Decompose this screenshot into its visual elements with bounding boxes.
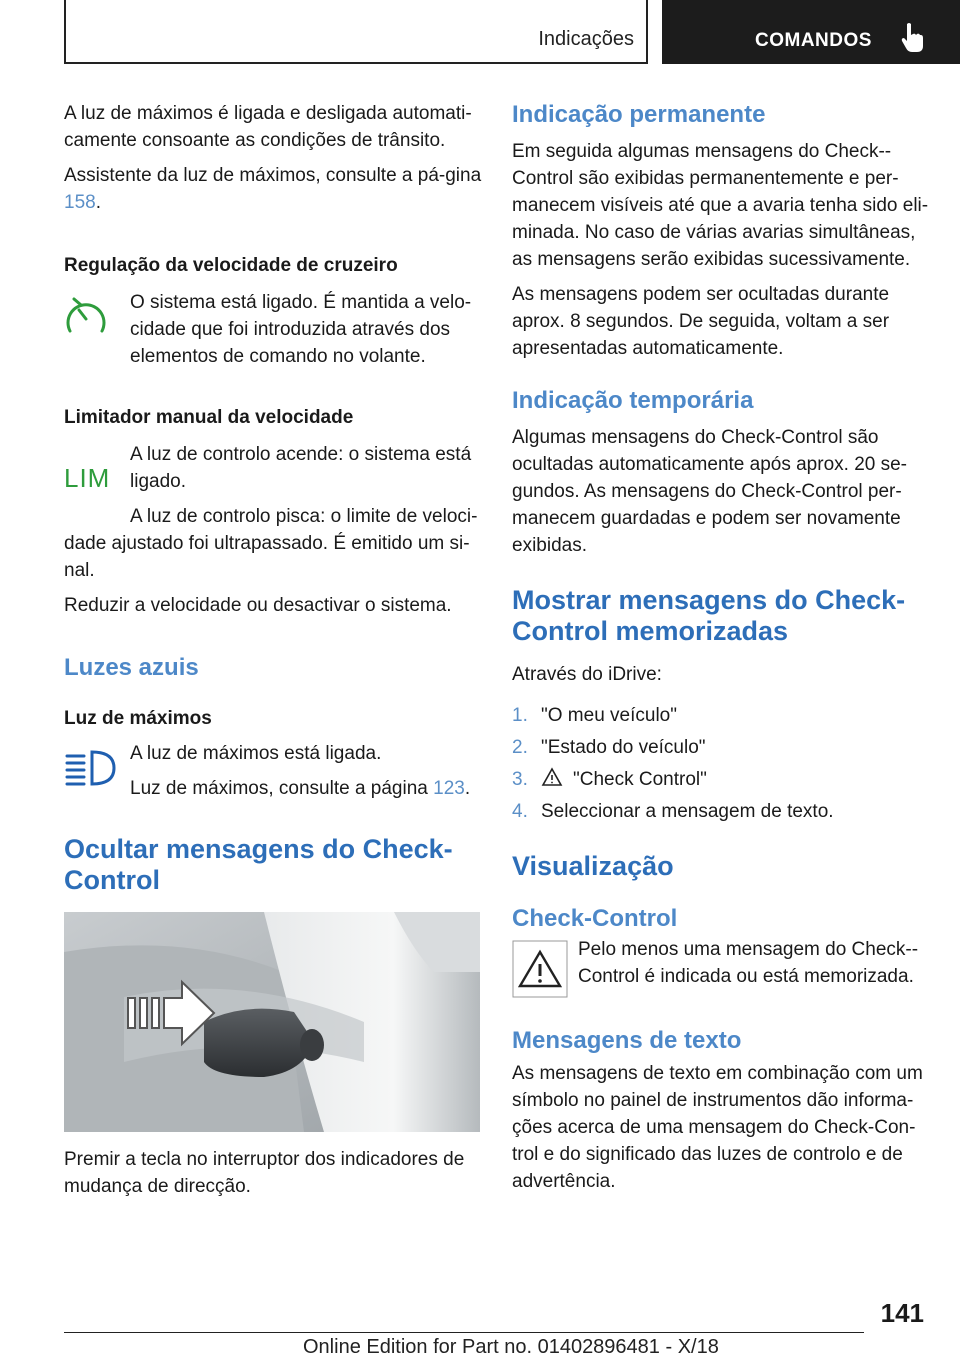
cruise-control-icon [64,295,108,339]
list-item: 2. "Estado do veículo" [512,737,706,758]
header-section-title: Indicações [538,28,634,50]
section-heading: Indicação temporária [512,387,754,414]
high-beam-icon [64,748,118,788]
section-heading: Check-Control [512,905,678,932]
paragraph: Assistente da luz de máximos, consulte a pá-gina 158. [64,165,482,213]
paragraph: As mensagens podem ser ocultadas durante aprox. 8 segundos. De seguida, voltam a ser apresentadas automaticamente. [512,284,890,359]
paragraph: A luz de controlo acende: o sistema está ligado. [130,444,472,492]
high-beam-row [64,740,482,802]
right-column [512,100,930,1195]
paragraph: Luz de máximos, consulte a página 123. [130,778,471,799]
edition-footer: Online Edition for Part no. 01402896481 - X/18 [303,1336,719,1358]
paragraph: A luz de máximos está ligada. [130,743,382,764]
paragraph: O sistema está ligado. É mantida a velo-cidade que foi introduzida através dos elementos de comando no volante. [130,292,472,367]
left-column [64,100,482,1200]
paragraph: Em seguida algumas mensagens do Check--Control são exibidas permanentemente e per-manecem visíveis até que a avaria tenha sido eli-minada. No caso de várias avarias simultâneas, as mensagens serão exibidas sucessivamente. [512,141,929,270]
section-heading: Visualização [512,851,674,881]
check-control-row [512,936,930,990]
page-link[interactable]: 123 [433,778,465,799]
section-heading: Luzes azuis [64,654,199,681]
section-heading: Luz de máximos [64,708,212,729]
speed-limiter-row [64,441,482,495]
header-tab [662,0,960,64]
warning-triangle-icon [512,940,568,998]
warning-triangle-icon [541,767,563,787]
paragraph: Através do iDrive: [512,664,662,685]
hand-pointer-icon [898,22,926,54]
paragraph: A luz de máximos é ligada e desligada automati-camente consoante as condições de trânsito. [64,103,472,151]
paragraph: As mensagens de texto em combinação com um símbolo no painel de instrumentos dão informa-ções acerca de uma mensagem do Check-Con-trol e do significado das luzes de controlo e de advertência. [512,1063,923,1192]
footer-divider [64,1332,864,1333]
section-heading: Mensagens de texto [512,1027,742,1054]
list-item: 4. Seleccionar a mensagem de texto. [512,801,834,822]
section-heading: Indicação permanente [512,101,766,128]
steps-list [512,702,930,825]
header-tab-label: COMANDOS [755,30,872,51]
paragraph: A luz de controlo pisca: o limite de veloci-dade ajustado foi ultrapassado. É emitido um si-nal. [64,506,478,581]
turn-signal-stalk-photo [64,912,480,1132]
speed-limiter-icon: LIM [64,463,111,493]
section-heading: Regulação da velocidade de cruzeiro [64,255,398,276]
paragraph: Reduzir a velocidade ou desactivar o sistema. [64,595,452,616]
page-link[interactable]: 158 [64,192,96,213]
cruise-control-row [64,289,482,370]
list-item: 3. "Check Control" [512,769,707,790]
section-heading: Limitador manual da velocidade [64,407,354,428]
paragraph: Algumas mensagens do Check-Control são ocultadas automaticamente após aprox. 20 se-gundos. As mensagens do Check-Control per-manecem guardadas e podem ser novamente exibidas. [512,427,908,556]
list-item: 1. "O meu veículo" [512,705,677,726]
image-caption: Premir a tecla no interruptor dos indicadores de mudança de direcção. [64,1149,465,1197]
page-number: 141 [880,1298,924,1328]
paragraph: Pelo menos uma mensagem do Check--Control é indicada ou está memorizada. [578,939,919,987]
section-heading: Ocultar mensagens do Check-Control [64,834,453,895]
section-heading: Mostrar mensagens do Check-Control memorizadas [512,585,906,646]
